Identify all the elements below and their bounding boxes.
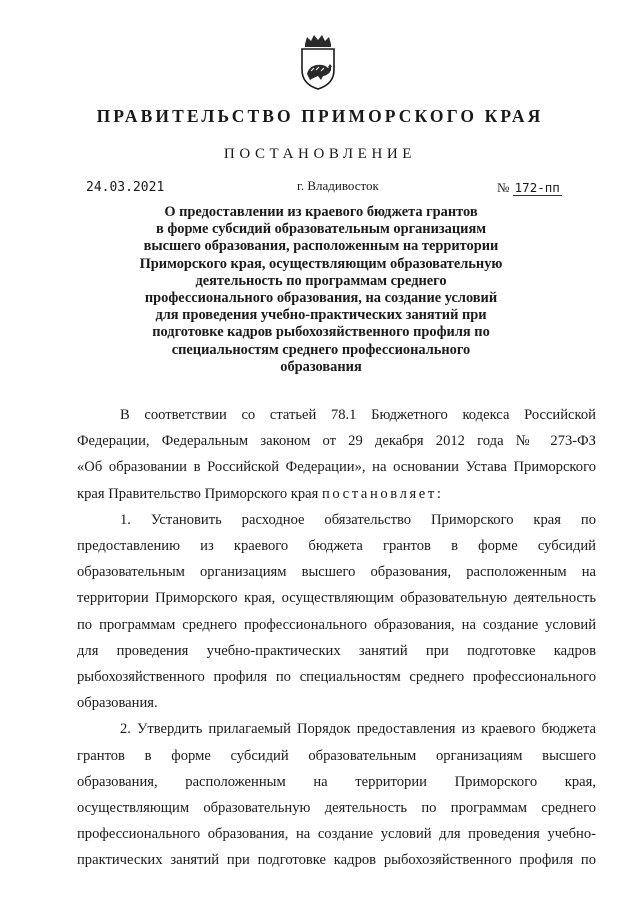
text-line: образовательным организациям высшего образования, расположенным на (77, 564, 596, 581)
subject-line: Приморского края, осуществляющим образовательную (139, 255, 503, 272)
text-line: для проведения учебно-практических занятий при подготовке кадров (77, 642, 596, 659)
decree-number (497, 180, 562, 196)
item-1-paragraph (77, 507, 596, 717)
subject-line: высшего образования, расположенным на территории (143, 238, 499, 255)
text-line: профессионального образования, на создание условий для проведения учебно- (77, 826, 596, 843)
subject-line: деятельность по программам среднего (195, 272, 447, 289)
text-line: «Об образовании в Российской Федерации», на основании Устава Приморского (77, 459, 596, 476)
subject-line: образования (280, 358, 362, 375)
decree-city: г. Владивосток (297, 178, 379, 193)
document-kind: ПОСТАНОВЛЕНИЕ (223, 146, 417, 162)
text-line: предоставлению из краевого бюджета грантов в форме субсидий (77, 538, 596, 555)
subject-line: профессионального образования, на создание условий (144, 290, 498, 307)
coat-of-arms-icon (297, 34, 339, 90)
number-value: 172-пп (514, 180, 560, 195)
text-line: по программам среднего профессионального образования, на создание условий (77, 616, 596, 633)
government-title: ПРАВИТЕЛЬСТВО ПРИМОРСКОГО КРАЯ (96, 106, 544, 126)
text-line: 1. Установить расходное обязательство Приморского края по (120, 511, 596, 528)
item-2-paragraph (77, 716, 596, 873)
decree-word: постановляет: (322, 485, 444, 502)
subject-line: специальностям среднего профессионального (171, 341, 471, 358)
text-line: образования, расположенным на территории Приморского края, (77, 773, 596, 790)
subject-line: для проведения учебно-практических занятий при (155, 307, 487, 324)
text-line (77, 481, 596, 507)
decree-subject (108, 204, 534, 376)
text-line: рыбохозяйственного профиля по специальностям среднего профессионального (77, 669, 596, 686)
text-fragment: края Правительство Приморского края (77, 485, 323, 502)
number-sign: № (497, 180, 510, 195)
text-line: Федерации, Федеральным законом от 29 декабря 2012 года № 273-ФЗ (77, 433, 596, 450)
text-line: образования. (77, 695, 158, 712)
subject-line: О предоставлении из краевого бюджета грантов (164, 204, 478, 220)
preamble-paragraph (77, 402, 596, 507)
decree-body (77, 402, 596, 874)
text-line: осуществляющим образовательную деятельность по программам среднего (77, 800, 596, 817)
subject-line: подготовке кадров рыбохозяйственного профиля по (152, 324, 490, 341)
text-line: 2. Утвердить прилагаемый Порядок предоставления из краевого бюджета (120, 721, 596, 738)
subject-line: в форме субсидий образовательным организациям (155, 221, 487, 238)
decree-date: 24.03.2021 (86, 180, 165, 195)
text-line: практических занятий при подготовке кадров рыбохозяйственного профиля по (77, 852, 596, 869)
text-line: В соответствии со статьей 78.1 Бюджетного кодекса Российской (120, 407, 596, 423)
text-line: территории Приморского края, осуществляющим образовательную деятельность (77, 590, 596, 607)
text-line: грантов в форме субсидий образовательным организациям высшего (77, 747, 596, 764)
